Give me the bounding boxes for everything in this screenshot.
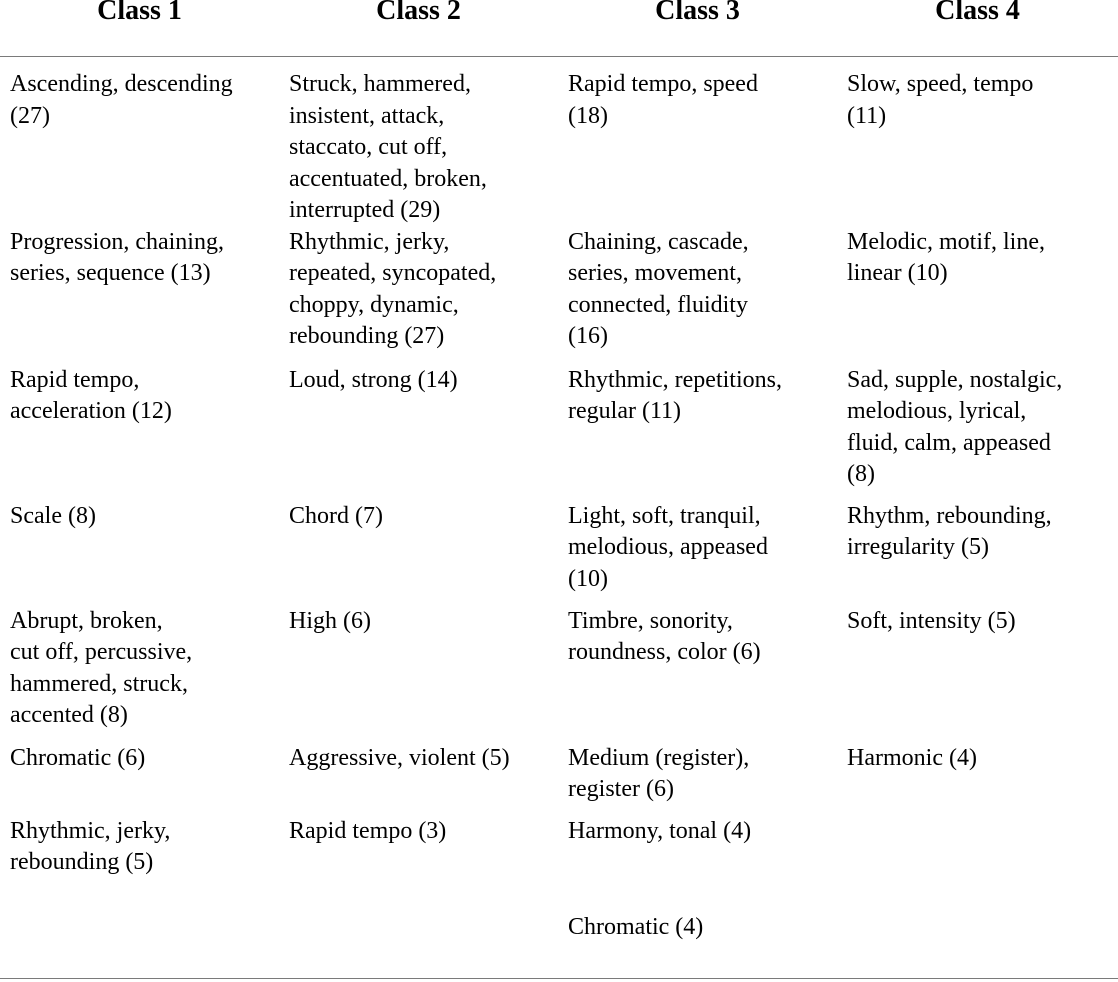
table-cell: Rhythm, rebounding, irregularity (5): [847, 502, 1052, 560]
table-cell: Aggressive, violent (5): [289, 744, 510, 771]
header-label: Class 4: [935, 0, 1020, 26]
table-cell: Medium (register), register (6): [568, 744, 750, 802]
table-cell: Struck, hammered, insistent, attack, staccato, cut off, accentuated, broken, interrupted (29): [289, 71, 487, 223]
table-cell: [837, 912, 1118, 962]
header-cell-class-4: [837, 0, 1118, 57]
table-cell: Harmonic (4): [847, 744, 977, 771]
table-cell: High (6): [289, 607, 371, 634]
table-cell: Ascending, descending (27): [10, 71, 233, 129]
header-cell-class-3: [558, 0, 837, 57]
bottom-rule: [0, 978, 1118, 979]
table-cell: [0, 912, 279, 962]
table-cell: [837, 816, 1118, 912]
table-cell: Chaining, cascade, series, movement, connected, fluidity (16): [568, 228, 749, 349]
table-cell: [279, 912, 558, 962]
table-row: [0, 365, 1118, 501]
table-cell: Rhythmic, repetitions, regular (11): [568, 366, 782, 424]
table-cell: Rapid tempo, acceleration (12): [10, 366, 172, 424]
table-cell: Chord (7): [289, 502, 383, 529]
table-row: [0, 606, 1118, 743]
table-row: [0, 816, 1118, 912]
table-cell: Timbre, sonority, roundness, color (6): [568, 607, 761, 665]
table-row: [0, 501, 1118, 606]
table-row: [0, 227, 1118, 365]
table-cell: Chromatic (4): [568, 913, 704, 940]
table-cell: Rapid tempo (3): [289, 817, 447, 844]
table-row: [0, 912, 1118, 962]
table-cell: Sad, supple, nostalgic, melodious, lyrical, fluid, calm, appeased (8): [847, 366, 1063, 487]
header-label: Class 3: [655, 0, 740, 26]
header-row: [0, 0, 1118, 57]
header-cell-class-1: [0, 0, 279, 57]
table-cell: Rhythmic, jerky, rebounding (5): [10, 817, 171, 875]
table-cell: Rapid tempo, speed (18): [568, 71, 758, 129]
header-label: Class 1: [97, 0, 182, 26]
table-cell: Light, soft, tranquil, melodious, appeased (10): [568, 502, 768, 592]
table-cell: Abrupt, broken, cut off, percussive, hammered, struck, accented (8): [10, 607, 193, 728]
table-cell: Rhythmic, jerky, repeated, syncopated, choppy, dynamic, rebounding (27): [289, 228, 497, 349]
table-cell: Loud, strong (14): [289, 366, 458, 393]
header-label: Class 2: [376, 0, 461, 26]
table-cell: Progression, chaining, series, sequence (13): [10, 228, 224, 286]
table-row: [0, 57, 1118, 227]
table-cell: Harmony, tonal (4): [568, 817, 752, 844]
header-cell-class-2: [279, 0, 558, 57]
table-row: [0, 743, 1118, 816]
table-cell: Scale (8): [10, 502, 96, 529]
table-cell: Chromatic (6): [10, 744, 146, 771]
table-cell: Soft, intensity (5): [847, 607, 1016, 634]
table-cell: Slow, speed, tempo (11): [847, 71, 1034, 129]
table-cell: Melodic, motif, line, linear (10): [847, 228, 1045, 286]
